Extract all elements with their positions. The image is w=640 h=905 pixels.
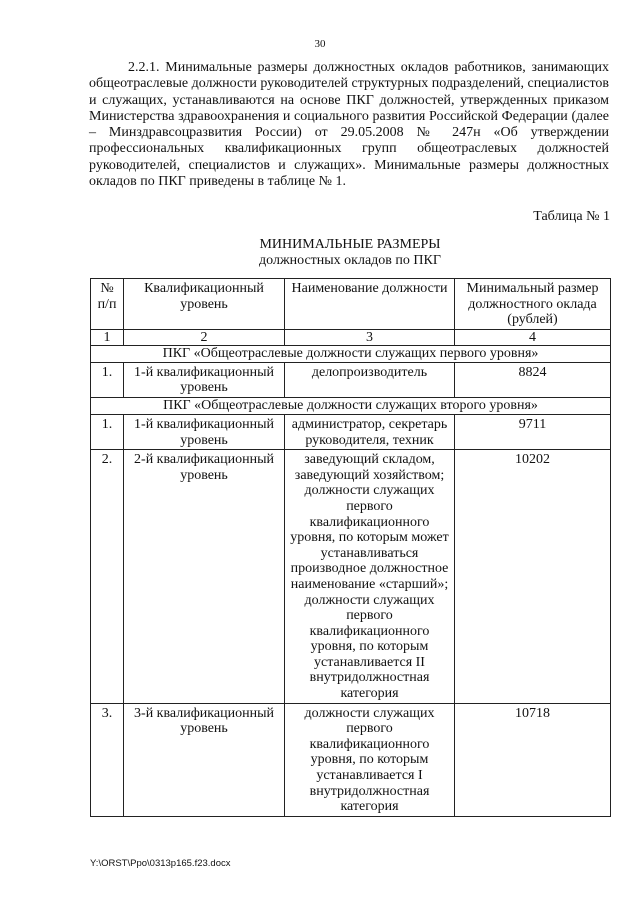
page-number: 30 xyxy=(314,38,326,50)
row-num: 1. xyxy=(91,362,124,397)
row-level: 2-й квалификационный уровень xyxy=(124,450,285,704)
row-position: администратор, секретарь руководителя, техник xyxy=(285,414,455,449)
salary-table xyxy=(90,278,611,817)
row-position: заведующий складом, заведующий хозяйством; должности служащих первого квалификационного уровня, по которым может устанавливаться производное должностное наименование «старший»; должности служащих первого квалификационного уровня, по которым устанавливается II внутридолжностная категория xyxy=(285,450,455,704)
table-title: МИНИМАЛЬНЫЕ РАЗМЕРЫ xyxy=(259,237,441,252)
table-row xyxy=(91,450,611,704)
table-row xyxy=(91,362,611,397)
group-header-row xyxy=(91,397,611,414)
row-num: 2. xyxy=(91,450,124,704)
group-header-row xyxy=(91,345,611,362)
header-salary: Минимальный размер должностного оклада (рублей) xyxy=(455,279,611,330)
row-level: 1-й квалификационный уровень xyxy=(124,414,285,449)
row-salary: 9711 xyxy=(455,414,611,449)
body-paragraph: 2.2.1. Минимальные размеры должностных окладов работников, занимающих общеотраслевые должности руководителей структурных подразделений, специалистов и служащих, устанавливаются на основе ПКГ должностей, утвержденных приказом Министерства здравоохранения и социального развития Российской Федерации (далее – Минздравсоцразвития России) от 29.05.2008 № 247н «Об утверждении профессиональных квалификационных групп общеотраслевых должностей руководителей, специалистов и служащих». Минимальные размеры должностных окладов по ПКГ приведены в таблице № 1. xyxy=(89,60,609,190)
column-number-row xyxy=(91,329,611,345)
table-header-row xyxy=(91,279,611,330)
group-title: ПКГ «Общеотраслевые должности служащих второго уровня» xyxy=(91,397,611,414)
header-num: № п/п xyxy=(91,279,124,330)
table-row xyxy=(91,703,611,816)
group-title: ПКГ «Общеотраслевые должности служащих первого уровня» xyxy=(91,345,611,362)
table-subtitle: должностных окладов по ПКГ xyxy=(259,253,441,268)
row-position: делопроизводитель xyxy=(285,362,455,397)
row-level: 1-й квалификационный уровень xyxy=(124,362,285,397)
row-position: должности служащих первого квалификационного уровня, по которым устанавливается I внутридолжностная категория xyxy=(285,703,455,816)
header-level: Квалификационный уровень xyxy=(124,279,285,330)
table-row xyxy=(91,414,611,449)
row-level: 3-й квалификационный уровень xyxy=(124,703,285,816)
col-number: 3 xyxy=(285,329,455,345)
table-label: Таблица № 1 xyxy=(533,209,610,224)
col-number: 4 xyxy=(455,329,611,345)
row-salary: 10718 xyxy=(455,703,611,816)
col-number: 1 xyxy=(91,329,124,345)
row-salary: 10202 xyxy=(455,450,611,704)
file-path-footer: Y:\ORST\Ppo\0313p165.f23.docx xyxy=(90,858,231,869)
col-number: 2 xyxy=(124,329,285,345)
row-num: 3. xyxy=(91,703,124,816)
row-salary: 8824 xyxy=(455,362,611,397)
row-num: 1. xyxy=(91,414,124,449)
header-position: Наименование должности xyxy=(285,279,455,330)
